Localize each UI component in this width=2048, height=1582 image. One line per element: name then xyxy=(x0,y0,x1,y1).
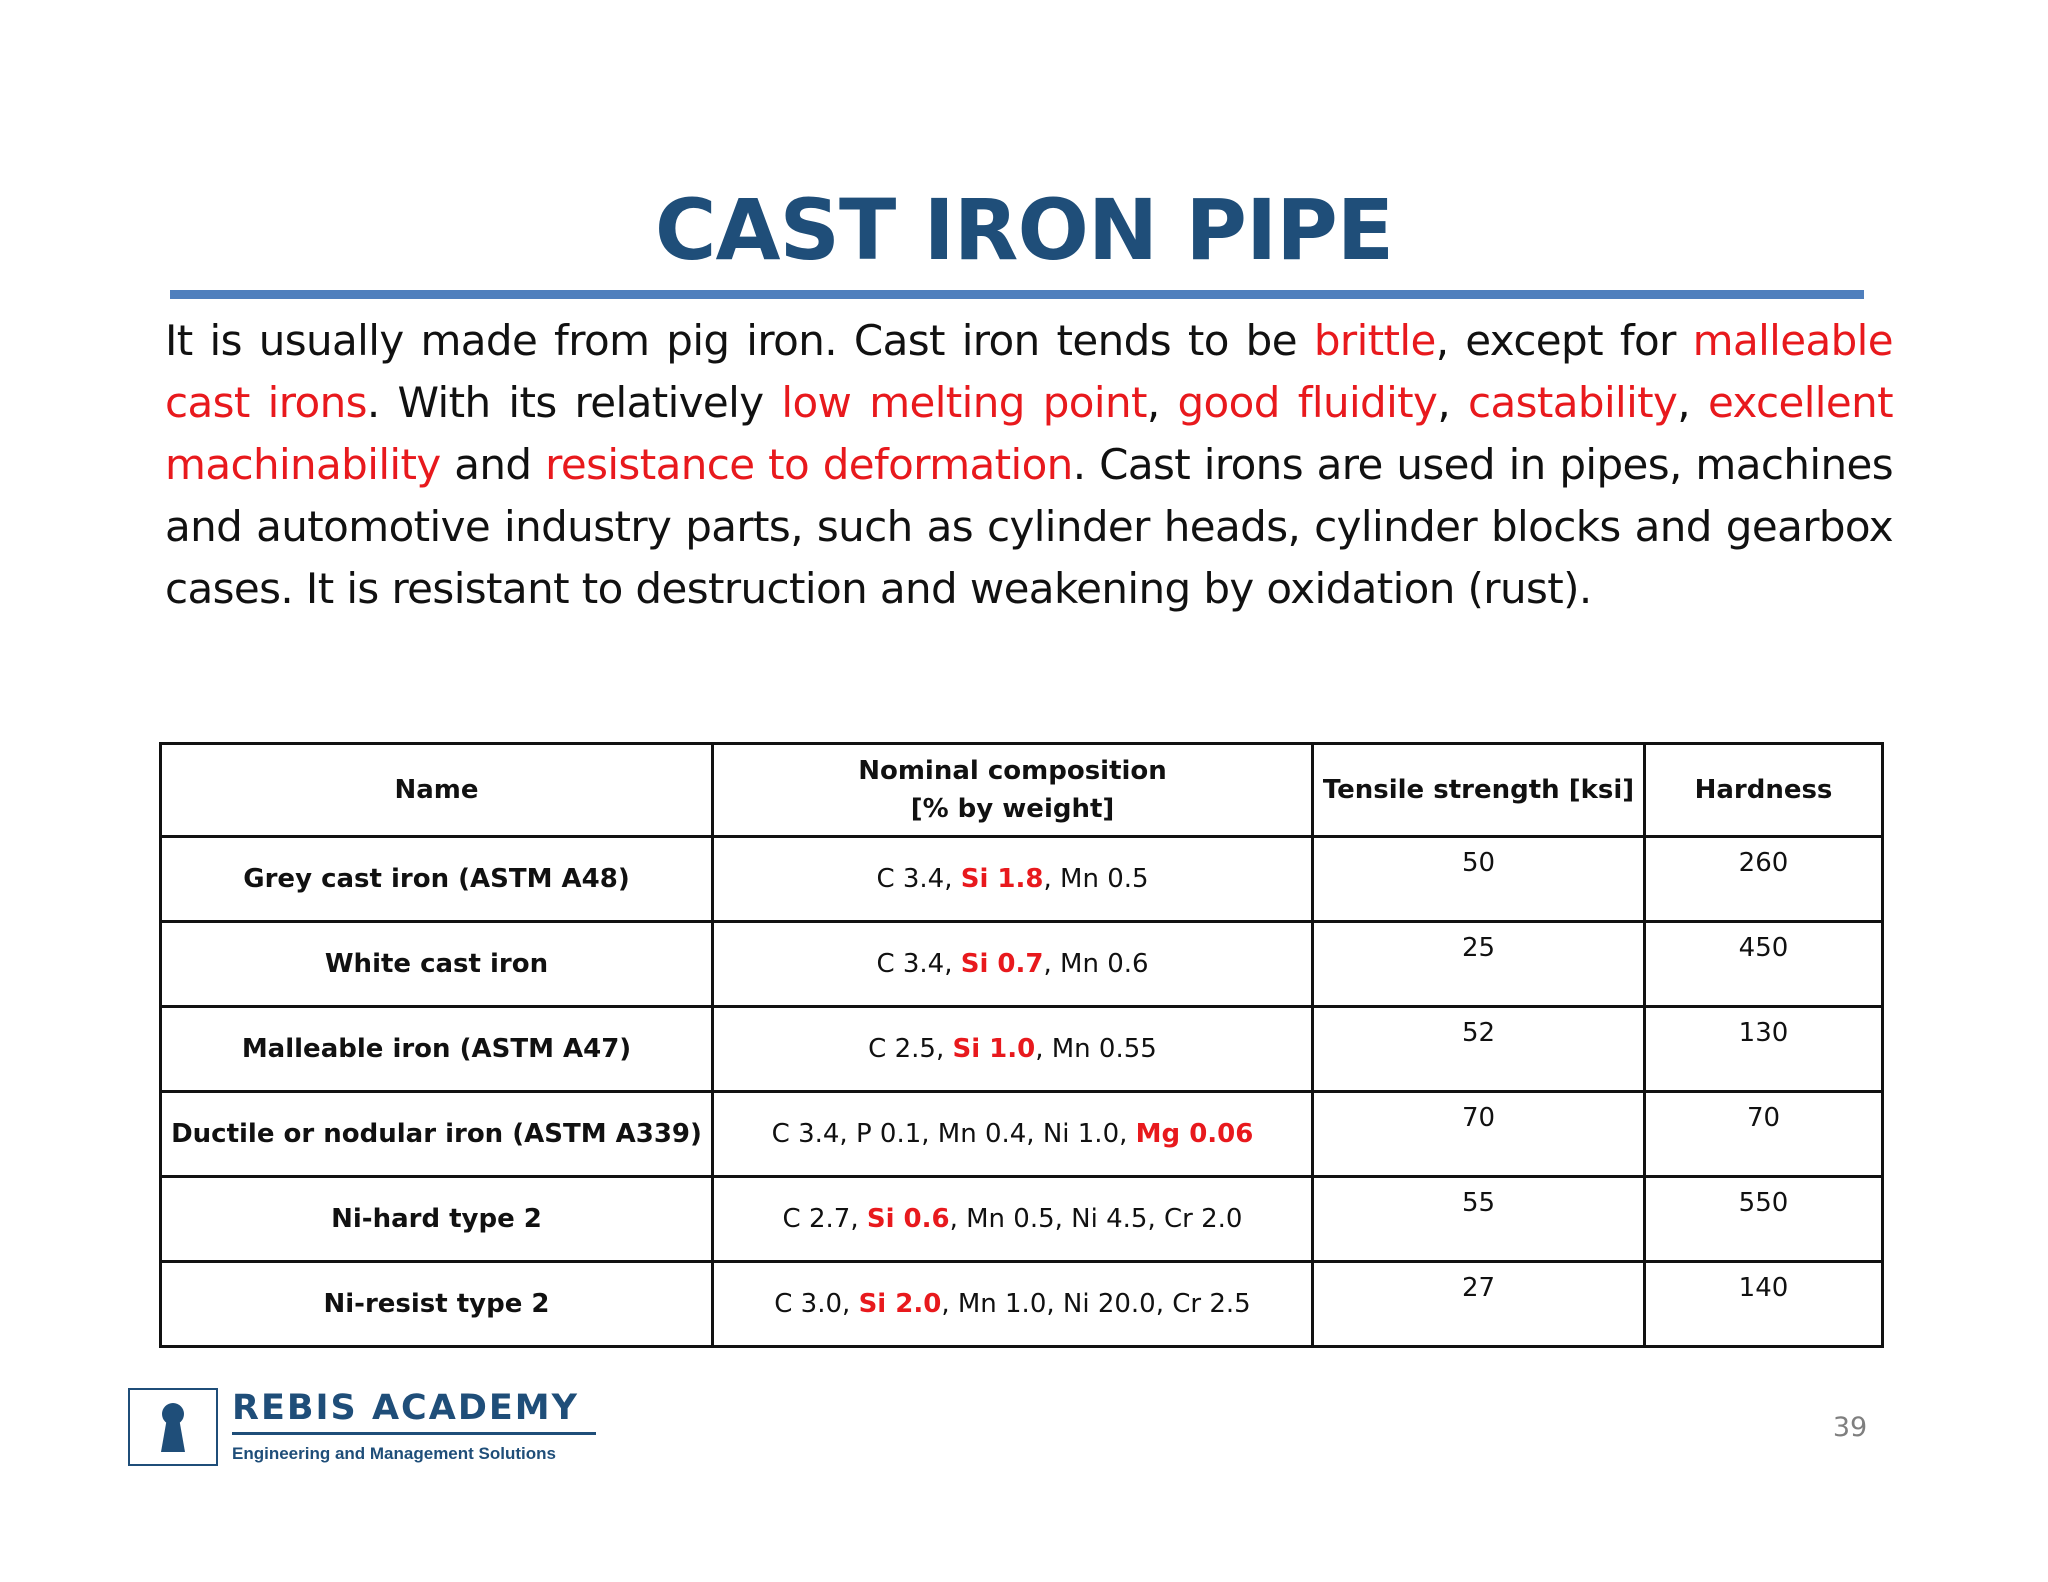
cell-tensile: 70 xyxy=(1313,1092,1645,1177)
header-tensile: Tensile strength [ksi] xyxy=(1313,744,1645,837)
comp-text: C 2.7, xyxy=(782,1204,867,1234)
paragraph-text: , xyxy=(1437,378,1468,427)
logo-underline xyxy=(232,1432,596,1435)
header-composition-line2: [% by weight] xyxy=(910,794,1115,824)
comp-highlight: Si 1.8 xyxy=(960,864,1044,894)
comp-highlight: Mg 0.06 xyxy=(1135,1119,1254,1149)
comp-highlight: Si 0.6 xyxy=(866,1204,950,1234)
cell-name: Malleable iron (ASTM A47) xyxy=(161,1007,713,1092)
table-header-row xyxy=(161,744,1883,837)
header-hardness: Hardness xyxy=(1645,744,1883,837)
cell-tensile: 27 xyxy=(1313,1262,1645,1347)
comp-text: , Mn 0.55 xyxy=(1035,1034,1157,1064)
cell-composition xyxy=(713,922,1313,1007)
paragraph-text: , xyxy=(1146,378,1178,427)
comp-text: , Mn 1.0, Ni 20.0, Cr 2.5 xyxy=(941,1289,1251,1319)
comp-highlight: Si 1.0 xyxy=(952,1034,1036,1064)
cell-name: Ductile or nodular iron (ASTM A339) xyxy=(161,1092,713,1177)
title-underline xyxy=(170,290,1864,299)
paragraph-text: , xyxy=(1677,378,1708,427)
highlighted-term: good fluidity xyxy=(1177,378,1438,427)
comp-text: C 2.5, xyxy=(868,1034,953,1064)
cell-tensile: 50 xyxy=(1313,837,1645,922)
comp-text: C 3.0, xyxy=(774,1289,859,1319)
cell-composition xyxy=(713,837,1313,922)
cell-composition xyxy=(713,1092,1313,1177)
table-row xyxy=(161,1177,1883,1262)
cell-name: Ni-hard type 2 xyxy=(161,1177,713,1262)
cell-hardness: 260 xyxy=(1645,837,1883,922)
comp-text: C 3.4, xyxy=(876,864,961,894)
comp-text: C 3.4, xyxy=(876,949,961,979)
cell-hardness: 130 xyxy=(1645,1007,1883,1092)
comp-text: , Mn 0.6 xyxy=(1043,949,1149,979)
logo-name: REBIS ACADEMY xyxy=(232,1388,579,1428)
paragraph-text: and xyxy=(440,440,546,489)
cell-composition xyxy=(713,1262,1313,1347)
comp-text: , Mn 0.5 xyxy=(1043,864,1149,894)
cast-iron-table xyxy=(159,742,1884,1348)
cell-hardness: 550 xyxy=(1645,1177,1883,1262)
cell-name: Ni-resist type 2 xyxy=(161,1262,713,1347)
paragraph-text: , except for xyxy=(1435,316,1693,365)
comp-text: C 3.4, P 0.1, Mn 0.4, Ni 1.0, xyxy=(771,1119,1136,1149)
cell-tensile: 25 xyxy=(1313,922,1645,1007)
keyhole-icon xyxy=(128,1388,218,1466)
highlighted-term: castability xyxy=(1467,378,1678,427)
cell-tensile: 55 xyxy=(1313,1177,1645,1262)
cell-hardness: 450 xyxy=(1645,922,1883,1007)
table-row xyxy=(161,1007,1883,1092)
cell-hardness: 70 xyxy=(1645,1092,1883,1177)
cell-hardness: 140 xyxy=(1645,1262,1883,1347)
paragraph-text: . Cast irons are used in pipes, machines and automotive industry parts, such as cylinder heads, cylinder blocks and gearbox cases. It is resistant to destruction and weakening by oxidation (rust). xyxy=(165,440,1894,613)
highlighted-term: brittle xyxy=(1313,316,1436,365)
slide-title: CAST IRON PIPE xyxy=(654,181,1394,279)
description-paragraph xyxy=(165,310,1893,620)
highlighted-term: low melting point xyxy=(781,378,1147,427)
highlighted-term: resistance to deformation xyxy=(545,440,1073,489)
header-name: Name xyxy=(161,744,713,837)
paragraph-text: . With its relatively xyxy=(366,378,782,427)
logo-tagline: Engineering and Management Solutions xyxy=(232,1444,556,1463)
comp-text: , Mn 0.5, Ni 4.5, Cr 2.0 xyxy=(949,1204,1243,1234)
table-row xyxy=(161,922,1883,1007)
comp-highlight: Si 2.0 xyxy=(858,1289,942,1319)
cell-composition xyxy=(713,1007,1313,1092)
table-row xyxy=(161,1262,1883,1347)
comp-highlight: Si 0.7 xyxy=(960,949,1044,979)
highlighted-term: malleable cast irons xyxy=(165,316,1893,427)
page-number: 39 xyxy=(1832,1412,1868,1443)
cell-name: Grey cast iron (ASTM A48) xyxy=(161,837,713,922)
keyhole-icon-graphic xyxy=(130,1390,216,1464)
highlighted-term: excellent machinability xyxy=(165,378,1893,489)
table-row xyxy=(161,1092,1883,1177)
header-composition-line1: Nominal composition xyxy=(858,756,1167,786)
cell-tensile: 52 xyxy=(1313,1007,1645,1092)
table-row xyxy=(161,837,1883,922)
cell-composition xyxy=(713,1177,1313,1262)
paragraph-text: It is usually made from pig iron. Cast iron tends to be xyxy=(165,316,1314,365)
header-composition xyxy=(713,744,1313,837)
cell-name: White cast iron xyxy=(161,922,713,1007)
